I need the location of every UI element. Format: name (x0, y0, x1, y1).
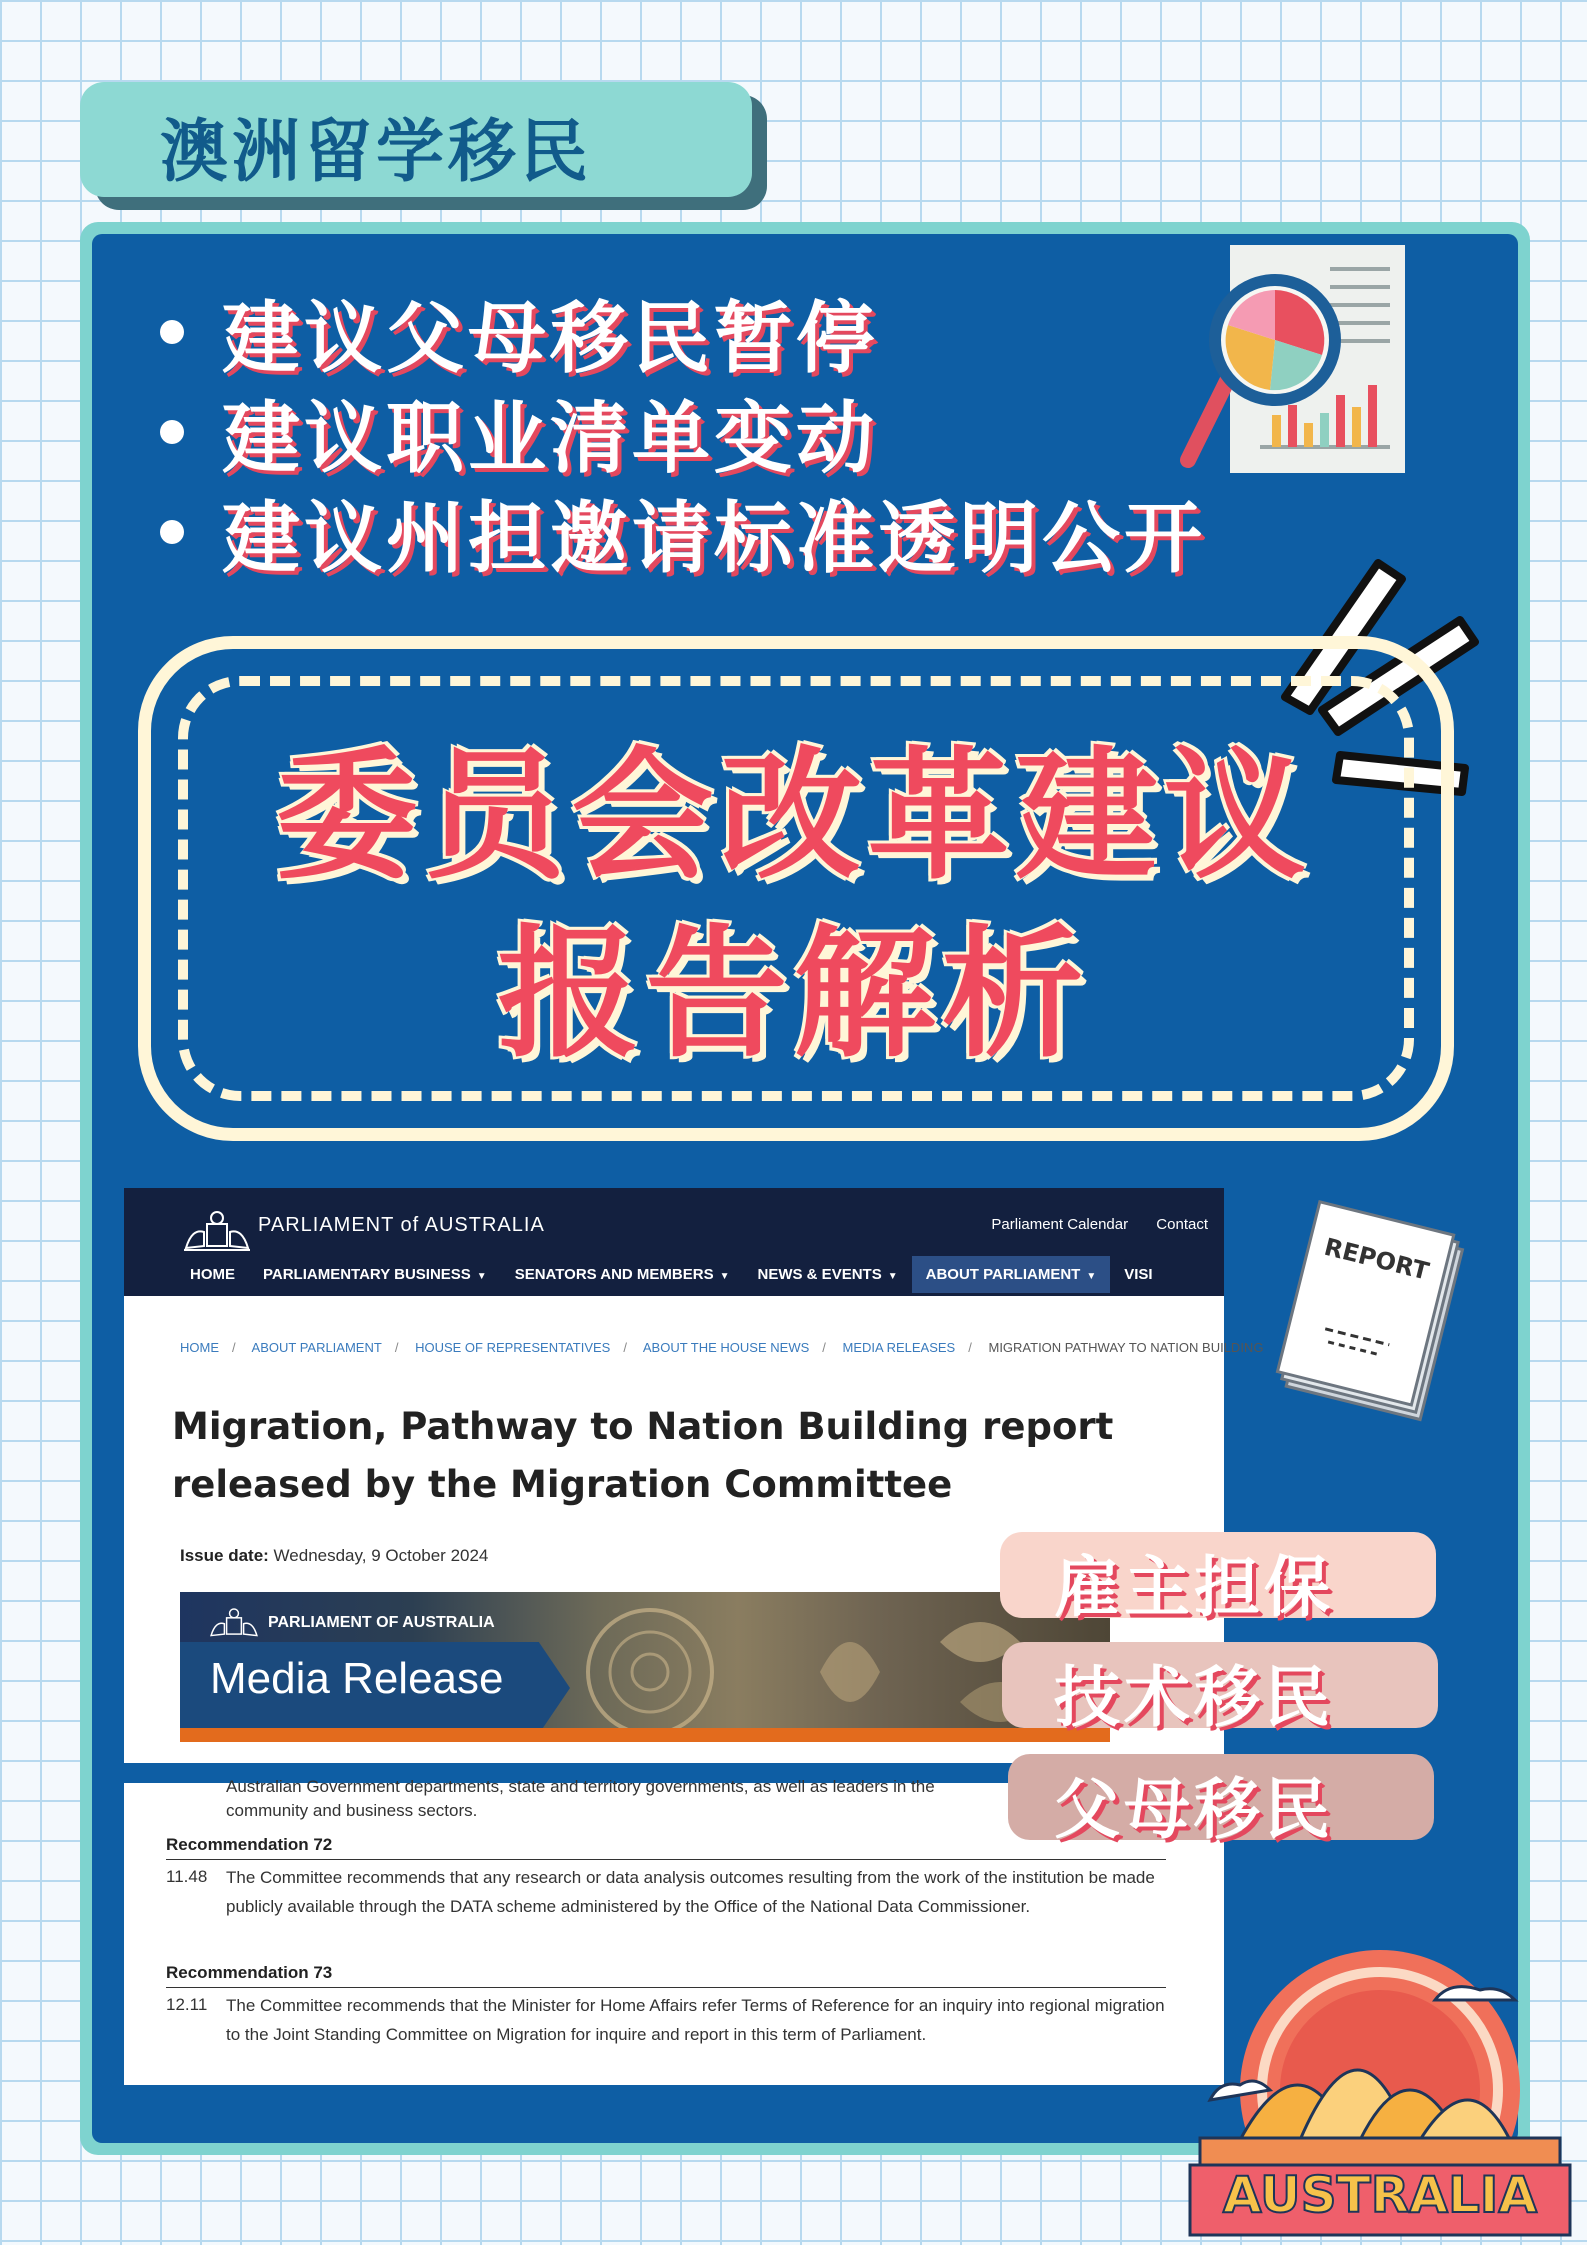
divider (166, 1987, 1166, 1988)
bullet-dot (160, 520, 184, 544)
recommendation-text: The Committee recommends that the Minister for Home Affairs refer Terms of Reference for an inquiry into regional migration to the Joint Standing Committee on Migration for inquire and report in this term of Parliament. (226, 1996, 1165, 2044)
nav-parliamentary-business[interactable]: PARLIAMENTARY BUSINESS ▼ (263, 1266, 487, 1283)
caret-down-icon: ▼ (476, 1271, 487, 1282)
breadcrumb-current: MIGRATION PATHWAY TO NATION BUILDING (988, 1340, 1264, 1355)
contact-link[interactable]: Contact (1156, 1216, 1208, 1233)
bullet-item (160, 482, 1206, 582)
breadcrumb-separator: / (623, 1340, 627, 1355)
recommendation-heading: Recommendation 73 (166, 1963, 333, 1982)
tag-pill-skilled-label: 技术移民 (1054, 1659, 1334, 1736)
bullet-text: 建议职业清单变动 (222, 394, 879, 484)
breadcrumb-item[interactable]: MEDIA RELEASES (842, 1340, 956, 1355)
nav-visit[interactable]: VISI (1124, 1266, 1153, 1283)
breadcrumb (180, 1340, 1263, 1355)
report-magnifier-icon (1180, 245, 1410, 485)
recommendation-number: 12.11 (166, 1995, 208, 2014)
recommendation-heading: Recommendation 72 (166, 1835, 333, 1854)
headline-line-1: 委员会改革建议 (275, 734, 1312, 899)
nav-about-parliament[interactable]: ABOUT PARLIAMENT ▼ (912, 1256, 1111, 1293)
issue-date (180, 1546, 488, 1566)
breadcrumb-item[interactable]: ABOUT PARLIAMENT (251, 1340, 382, 1355)
issue-date-value: Wednesday, 9 October 2024 (273, 1546, 489, 1565)
tag-pill-employer-label: 雇主担保 (1054, 1549, 1334, 1626)
title-tag-label: 澳洲留学移民 (160, 113, 593, 192)
headline-line-2: 报告解析 (497, 912, 1090, 1077)
top-links (967, 1216, 1208, 1233)
breadcrumb-item[interactable]: ABOUT THE HOUSE NEWS (642, 1340, 810, 1355)
bullet-dot (160, 320, 184, 344)
breadcrumb-item[interactable]: HOME (180, 1340, 219, 1355)
bullet-dot (160, 420, 184, 444)
australia-opera-house-badge (1180, 1940, 1580, 2240)
issue-date-label: Issue date: (180, 1546, 269, 1565)
media-release-title: Media Release (210, 1654, 504, 1703)
parliament-calendar-link[interactable]: Parliament Calendar (991, 1216, 1129, 1233)
divider (166, 1859, 1166, 1860)
cut-off-text: Australian Government departments, state and territory governments, as well as leaders in the (226, 1777, 935, 1796)
coat-of-arms-icon (206, 1606, 262, 1640)
breadcrumb-separator: / (394, 1340, 399, 1355)
nav-home[interactable]: HOME (190, 1266, 235, 1283)
bullet-text: 建议州担邀请标准透明公开 (222, 494, 1207, 584)
report-document-icon (1268, 1200, 1478, 1430)
bullet-item (160, 282, 1206, 382)
nav-news-events[interactable]: NEWS & EVENTS ▼ (757, 1266, 898, 1283)
media-release-banner (180, 1592, 1110, 1742)
bullet-text: 建议父母移民暂停 (222, 294, 879, 384)
tag-pill-parent-label: 父母移民 (1054, 1771, 1334, 1848)
australia-badge-label: AUSTRALIA (1222, 2166, 1538, 2224)
breadcrumb-separator: / (968, 1340, 972, 1355)
coat-of-arms-icon (182, 1208, 252, 1254)
recommendation-text: The Committee recommends that any research or data analysis outcomes resulting from the work of the institution be made publicly available through the DATA scheme administered by the Office of the National Data Commissioner. (226, 1868, 1155, 1916)
recommendation-number: 11.48 (166, 1867, 208, 1886)
caret-down-icon: ▼ (1086, 1271, 1097, 1282)
media-release-stripe (180, 1728, 1110, 1742)
report-document-label: REPORT (1321, 1232, 1432, 1286)
breadcrumb-item[interactable]: HOUSE OF REPRESENTATIVES (415, 1340, 611, 1355)
caret-down-icon: ▼ (887, 1271, 898, 1282)
paragraph-end-text: community and business sectors. (226, 1801, 478, 1820)
main-nav (176, 1256, 1167, 1293)
breadcrumb-separator: / (822, 1340, 826, 1355)
bullet-list (160, 282, 1206, 582)
bullet-item (160, 382, 1206, 482)
media-release-org: PARLIAMENT OF AUSTRALIA (268, 1614, 495, 1631)
parliament-header (124, 1188, 1224, 1296)
article-title: Migration, Pathway to Nation Building report released by the Migration Committee (172, 1405, 1114, 1506)
site-name: PARLIAMENT of AUSTRALIA (258, 1214, 545, 1236)
nav-senators-members[interactable]: SENATORS AND MEMBERS ▼ (514, 1266, 730, 1283)
breadcrumb-separator: / (232, 1340, 236, 1355)
caret-down-icon: ▼ (719, 1271, 730, 1282)
